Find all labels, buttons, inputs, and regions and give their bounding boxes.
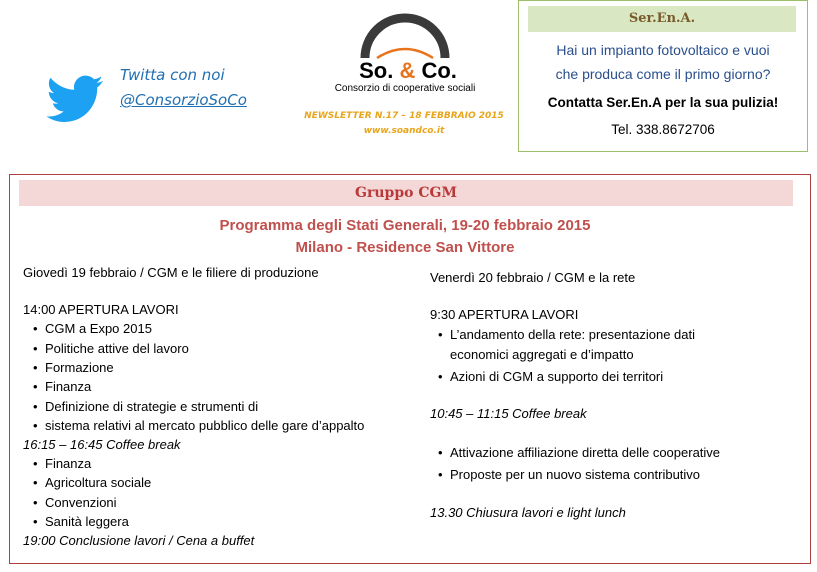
right-coffee-break: 10:45 – 11:15 Coffee break — [430, 406, 587, 421]
right-opening: 9:30 APERTURA LAVORI — [430, 307, 579, 322]
left-closing: 19:00 Conclusione lavori / Cena a buffet — [23, 533, 255, 548]
list-item: • CGM a Expo 2015 — [45, 321, 152, 336]
list-item: • Convenzioni — [45, 495, 117, 510]
list-item: • sistema relativi al mercato pubblico delle gare d’appalto — [45, 418, 364, 433]
logo-ampersand: & — [399, 58, 416, 83]
newsletter-issue: NEWSLETTER N.17 – 18 FEBBRAIO 2015 — [304, 111, 504, 121]
twitter-handle-link[interactable]: @ConsorzioSoCo — [120, 91, 247, 109]
left-day-heading: Giovedì 19 febbraio / CGM e le filiere di produzione — [23, 265, 319, 280]
list-item: • Finanza — [45, 456, 91, 471]
website-link[interactable]: www.soandco.it — [363, 126, 445, 136]
logo-name — [328, 58, 488, 84]
list-item: • Agricoltura sociale — [45, 475, 151, 490]
ad-question-line2: che produca come il primo giorno? — [555, 66, 771, 82]
list-item-continuation: economici aggregati e d’impatto — [450, 347, 634, 362]
left-coffee-break: 16:15 – 16:45 Coffee break — [23, 437, 181, 452]
ad-question-line1: Hai un impianto fotovoltaico e vuoi — [556, 42, 770, 58]
program-title: Gruppo CGM — [19, 180, 793, 206]
list-item: • Politiche attive del lavoro — [45, 341, 189, 356]
list-item: • L’andamento della rete: presentazione dati — [450, 327, 695, 342]
twitter-title: Twitta con noi — [120, 66, 225, 84]
list-item: • Azioni di CGM a supporto dei territori — [450, 369, 663, 384]
list-item: • Definizione di strategie e strumenti di — [45, 399, 258, 414]
right-closing: 13.30 Chiusura lavori e light lunch — [430, 505, 626, 520]
ad-contact: Contatta Ser.En.A per la sua pulizia! — [547, 95, 779, 110]
ad-title: Ser.En.A. — [528, 6, 796, 32]
list-item: • Attivazione affiliazione diretta delle cooperative — [450, 445, 720, 460]
right-day-heading: Venerdì 20 febbraio / CGM e la rete — [430, 270, 636, 285]
list-item: • Formazione — [45, 360, 114, 375]
logo-subtitle: Consorzio di cooperative sociali — [334, 83, 476, 94]
logo-name-part1: So. — [359, 58, 394, 83]
program-subtitle: Programma degli Stati Generali, 19-20 febbraio 2015 — [219, 217, 591, 234]
program-box — [9, 174, 811, 564]
program-location: Milano - Residence San Vittore — [295, 239, 515, 256]
list-item: • Proposte per un nuovo sistema contributivo — [450, 467, 700, 482]
serena-ad-box — [518, 0, 808, 152]
twitter-bird-icon[interactable] — [45, 75, 105, 125]
left-opening: 14:00 APERTURA LAVORI — [23, 302, 179, 317]
logo-name-part2: Co. — [421, 58, 457, 83]
list-item: • Finanza — [45, 379, 91, 394]
ad-telephone: Tel. 338.8672706 — [611, 122, 715, 137]
list-item: • Sanità leggera — [45, 514, 129, 529]
